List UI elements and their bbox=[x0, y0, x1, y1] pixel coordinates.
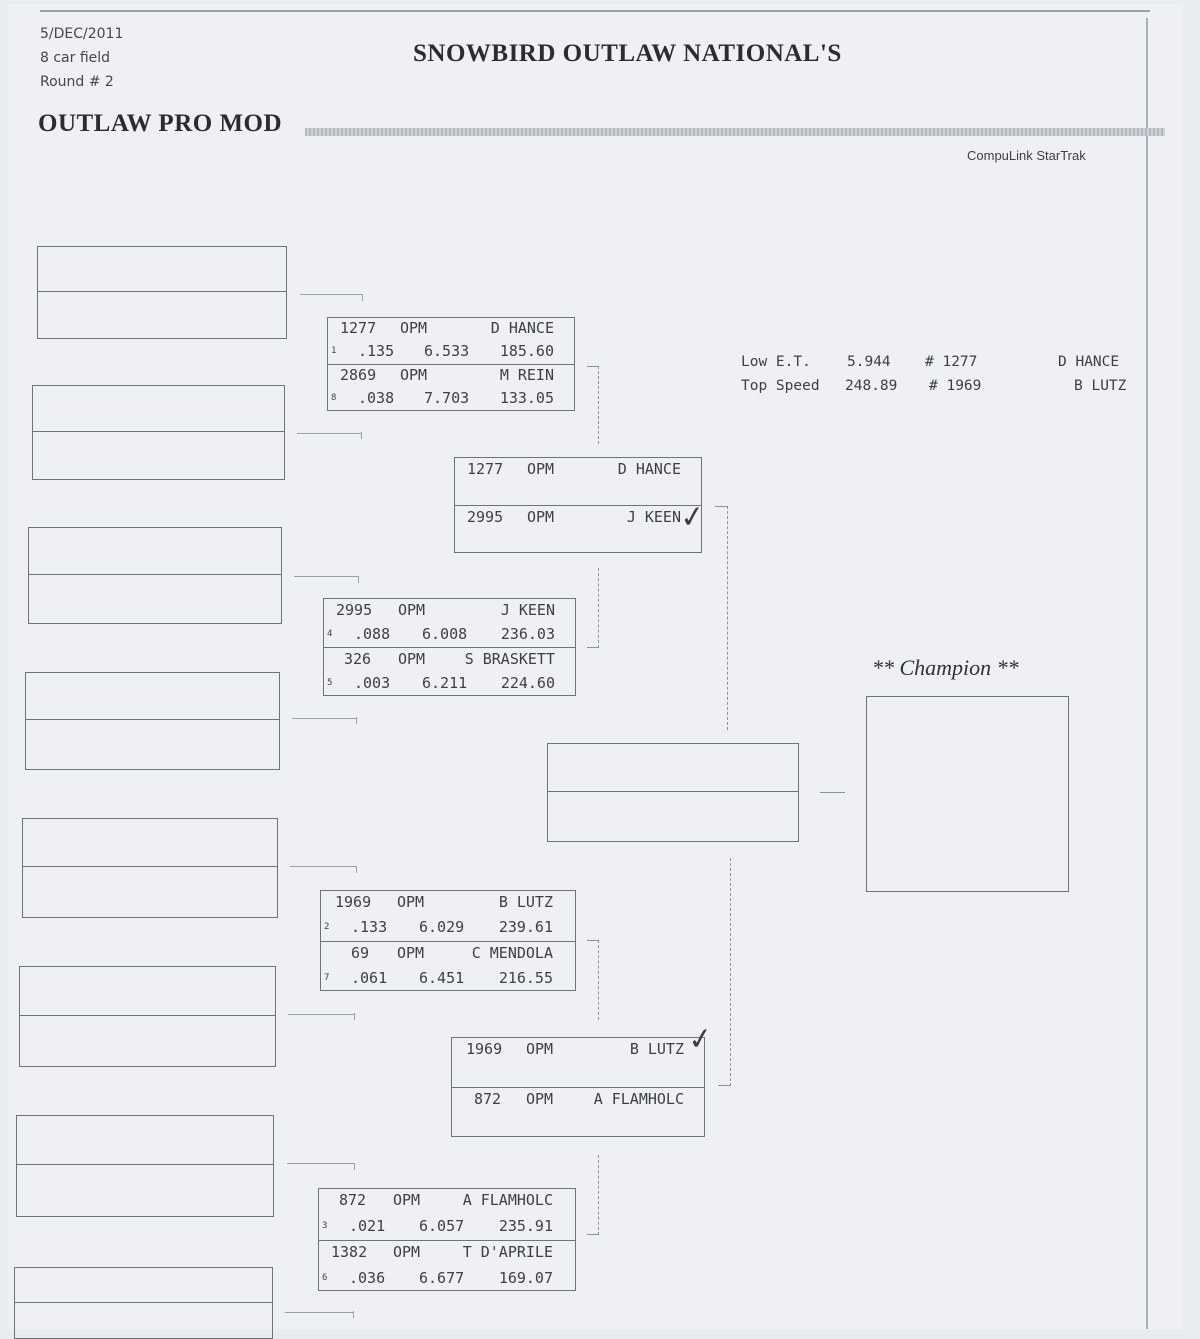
champion-label: ** Champion ** bbox=[872, 655, 1019, 680]
low-et-value: 5.944 bbox=[847, 354, 891, 370]
field-size: 8 car field bbox=[40, 50, 111, 66]
reaction-time: .036 bbox=[349, 1268, 386, 1287]
speed-mph: 216.55 bbox=[498, 968, 553, 987]
bracket-stub bbox=[292, 718, 356, 719]
elapsed-time: 7.703 bbox=[424, 389, 470, 407]
driver-name: C MENDOLA bbox=[471, 943, 553, 962]
matchup-box-round1 bbox=[320, 890, 576, 991]
reaction-time: .133 bbox=[351, 918, 388, 936]
lane-number: 7 bbox=[324, 972, 330, 983]
lane-number: 4 bbox=[327, 629, 333, 639]
bracket-connector bbox=[598, 940, 599, 1020]
speed-mph: 236.03 bbox=[500, 625, 555, 643]
matchup-box-round1 bbox=[323, 598, 576, 696]
car-class: OPM bbox=[526, 1090, 554, 1108]
car-number: 2995 bbox=[467, 508, 504, 526]
car-class: OPM bbox=[393, 1191, 421, 1209]
event-date: 5/DEC/2011 bbox=[40, 26, 124, 42]
sheet-right-edge bbox=[1146, 18, 1148, 1329]
driver-name: J KEEN bbox=[500, 601, 555, 619]
matchup-box-round2 bbox=[454, 457, 702, 553]
winner-check-icon: ✓ bbox=[685, 1020, 716, 1059]
car-number: 326 bbox=[344, 650, 372, 668]
elapsed-time: 6.057 bbox=[419, 1217, 465, 1235]
car-class: OPM bbox=[400, 366, 428, 384]
car-number: 872 bbox=[339, 1191, 367, 1209]
speed-mph: 235.91 bbox=[498, 1217, 553, 1235]
champion-box bbox=[866, 696, 1069, 892]
reaction-time: .038 bbox=[358, 389, 395, 407]
speed-mph: 224.60 bbox=[500, 674, 555, 692]
matchup-box-round1 bbox=[318, 1188, 576, 1291]
reaction-time: .003 bbox=[354, 674, 391, 692]
speed-mph: 239.61 bbox=[498, 918, 553, 936]
bracket-connector bbox=[715, 506, 727, 507]
reaction-time: .021 bbox=[349, 1217, 386, 1235]
driver-name: D HANCE bbox=[490, 319, 554, 337]
car-class: OPM bbox=[526, 1040, 554, 1058]
top-speed-label: Top Speed bbox=[741, 378, 820, 394]
reaction-time: .088 bbox=[354, 625, 391, 643]
car-class: OPM bbox=[393, 1242, 421, 1261]
bracket-stub bbox=[300, 294, 362, 295]
bracket-connector bbox=[598, 366, 599, 444]
empty-slot-box bbox=[28, 527, 282, 624]
event-title: SNOWBIRD OUTLAW NATIONAL'S bbox=[413, 40, 842, 67]
elapsed-time: 6.029 bbox=[419, 918, 465, 936]
bracket-connector bbox=[727, 506, 728, 730]
car-number: 69 bbox=[351, 943, 370, 962]
driver-name: A FLAMHOLC bbox=[593, 1090, 684, 1108]
sheet-top-edge bbox=[40, 10, 1150, 12]
speed-mph: 169.07 bbox=[498, 1268, 553, 1287]
car-number: 1277 bbox=[340, 319, 377, 337]
car-number: 1969 bbox=[335, 893, 372, 911]
driver-name: J KEEN bbox=[626, 508, 681, 526]
car-class: OPM bbox=[398, 650, 426, 668]
car-number: 1277 bbox=[467, 460, 504, 478]
car-class: OPM bbox=[397, 893, 425, 911]
bracket-connector bbox=[587, 647, 599, 648]
matchup-box-round2 bbox=[451, 1037, 705, 1137]
lane-number: 1 bbox=[331, 346, 337, 356]
round-number: Round # 2 bbox=[40, 74, 114, 90]
empty-slot-box bbox=[32, 385, 285, 480]
bracket-connector bbox=[730, 858, 731, 1086]
lane-number: 8 bbox=[331, 393, 337, 403]
empty-slot-box bbox=[22, 818, 278, 918]
car-number: 1969 bbox=[466, 1040, 503, 1058]
lane-number: 2 bbox=[324, 922, 330, 932]
car-number: 872 bbox=[474, 1090, 502, 1108]
empty-slot-box bbox=[16, 1115, 274, 1217]
bracket-stub bbox=[290, 866, 356, 867]
empty-slot-box bbox=[19, 966, 276, 1067]
reaction-time: .135 bbox=[358, 342, 395, 360]
car-class: OPM bbox=[398, 601, 426, 619]
speed-mph: 133.05 bbox=[499, 389, 554, 407]
empty-slot-box bbox=[37, 246, 287, 339]
car-number: 2869 bbox=[340, 366, 377, 384]
bracket-connector bbox=[598, 568, 599, 648]
bracket-stub bbox=[285, 1312, 353, 1313]
lane-number: 3 bbox=[322, 1221, 328, 1231]
matchup-box-round1 bbox=[327, 317, 575, 411]
reaction-time: .061 bbox=[351, 968, 388, 987]
section-rule bbox=[305, 128, 1165, 136]
elapsed-time: 6.677 bbox=[419, 1268, 465, 1287]
low-et-label: Low E.T. bbox=[741, 354, 811, 370]
elapsed-time: 6.451 bbox=[419, 968, 465, 987]
class-title: OUTLAW PRO MOD bbox=[38, 110, 283, 137]
bracket-connector bbox=[820, 792, 845, 793]
car-number: 2995 bbox=[336, 601, 373, 619]
speed-mph: 185.60 bbox=[499, 342, 554, 360]
bracket-connector bbox=[598, 1155, 599, 1235]
car-class: OPM bbox=[527, 460, 555, 478]
empty-slot-box bbox=[14, 1267, 273, 1339]
top-speed-car: # 1969 bbox=[929, 378, 982, 394]
driver-name: T D'APRILE bbox=[462, 1242, 553, 1261]
empty-slot-box bbox=[25, 672, 280, 770]
bracket-stub bbox=[297, 433, 361, 434]
driver-name: B LUTZ bbox=[629, 1040, 684, 1058]
bracket-stub bbox=[294, 576, 358, 577]
driver-name: A FLAMHOLC bbox=[462, 1191, 553, 1209]
elapsed-time: 6.008 bbox=[422, 625, 468, 643]
car-class: OPM bbox=[397, 943, 425, 962]
bracket-stub bbox=[287, 1163, 354, 1164]
low-et-car: # 1277 bbox=[925, 354, 978, 370]
bracket-stub bbox=[288, 1014, 354, 1015]
top-speed-value: 248.89 bbox=[845, 378, 898, 394]
elapsed-time: 6.533 bbox=[424, 342, 470, 360]
bracket-connector bbox=[587, 1234, 599, 1235]
bracket-connector bbox=[718, 1085, 730, 1086]
driver-name: M REIN bbox=[499, 366, 554, 384]
car-number: 1382 bbox=[331, 1242, 368, 1261]
driver-name: B LUTZ bbox=[498, 893, 553, 911]
driver-name: S BRASKETT bbox=[464, 650, 555, 668]
lane-number: 6 bbox=[322, 1272, 328, 1283]
top-speed-driver: B LUTZ bbox=[1074, 378, 1127, 394]
car-class: OPM bbox=[527, 508, 555, 526]
brand-label: CompuLink StarTrak bbox=[967, 148, 1086, 163]
elapsed-time: 6.211 bbox=[422, 674, 468, 692]
car-class: OPM bbox=[400, 319, 428, 337]
driver-name: D HANCE bbox=[617, 460, 681, 478]
low-et-driver: D HANCE bbox=[1058, 354, 1120, 370]
final-matchup-box bbox=[547, 743, 799, 842]
winner-check-icon: ✓ bbox=[677, 498, 708, 537]
lane-number: 5 bbox=[327, 678, 333, 688]
